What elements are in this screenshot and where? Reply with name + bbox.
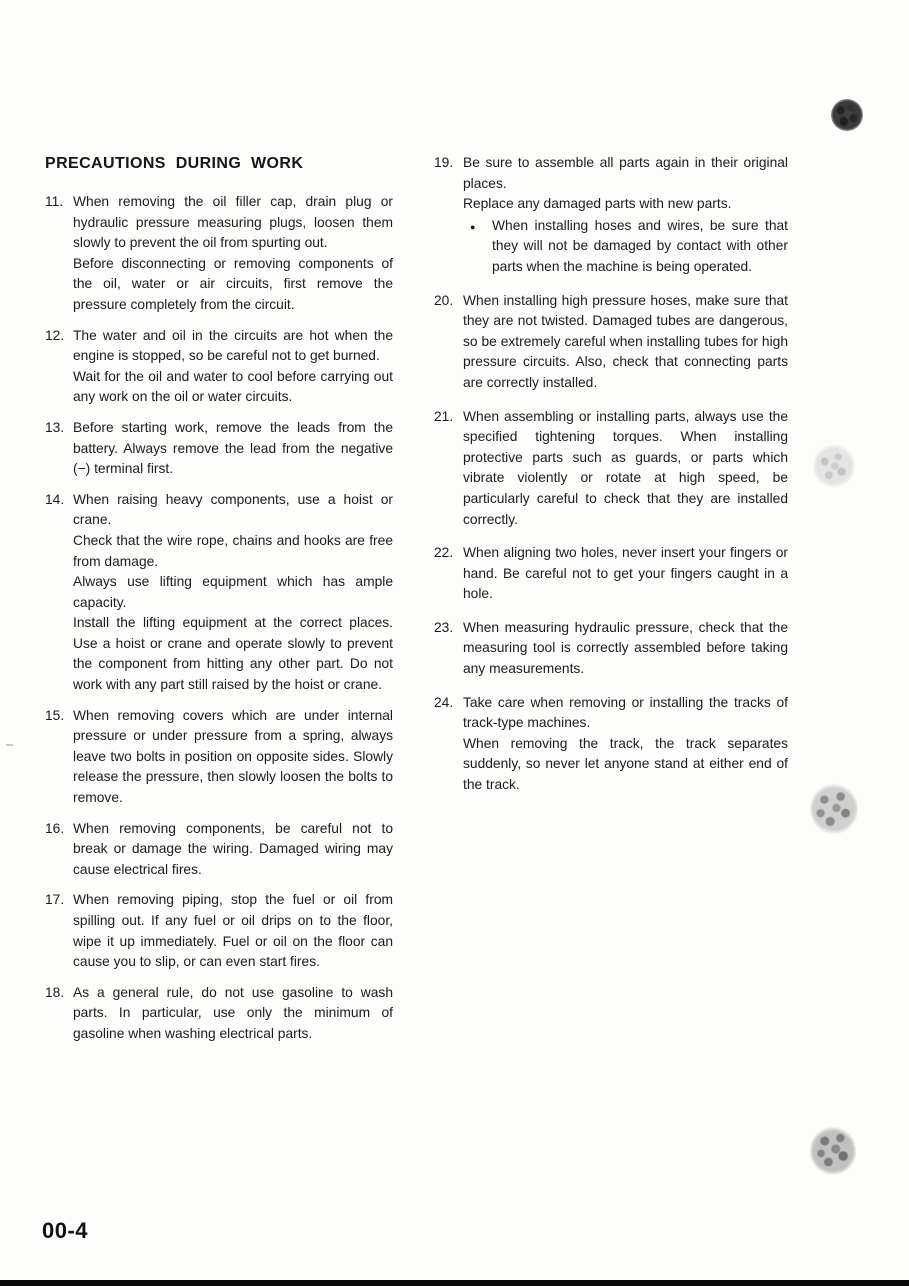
item-body — [463, 153, 788, 278]
list-item — [434, 407, 788, 531]
item-number: 23. — [434, 619, 454, 635]
right-column — [434, 153, 788, 809]
item-body — [463, 407, 788, 531]
item-paragraph: When removing covers which are under internal pressure or under pressure from a spring, always leave two bolts in position on opposite sides. Slowly release the pressure, then slowly loosen the bolts to remove. — [73, 707, 393, 806]
item-number: 24. — [434, 694, 454, 710]
item-paragraph: The water and oil in the circuits are hot when the engine is stopped, so be careful not to get burned. — [73, 327, 393, 364]
item-paragraph: Be sure to assemble all parts again in their original places. — [463, 155, 788, 191]
list-item — [45, 983, 393, 1045]
item-number: 15. — [45, 707, 65, 723]
item-paragraph: When assembling or installing parts, always use the specified tightening torques. When installing protective parts such as guards, or parts which vibrate violently or rotate at high speed, be particularly careful to check that they are installed correctly. — [463, 408, 788, 527]
item-paragraph: When raising heavy components, use a hoist or crane. — [73, 491, 393, 528]
list-item — [434, 153, 788, 278]
item-paragraph: Before disconnecting or removing components of the oil, water or air circuits, first remove the pressure completely from the circuit. — [73, 255, 393, 312]
item-body — [73, 192, 393, 316]
list-item — [434, 543, 788, 605]
item-paragraph: Take care when removing or installing the tracks of track-type machines. — [463, 694, 788, 731]
item-body — [463, 618, 788, 680]
item-body — [463, 291, 788, 394]
item-body — [73, 706, 393, 809]
item-body — [73, 418, 393, 480]
item-paragraph: When installing high pressure hoses, make sure that they are not twisted. Damaged tubes are dangerous, so be extremely careful when installing tubes for high pressure circuits. Also, check that connecting parts are correctly installed. — [463, 292, 788, 390]
item-paragraph: When removing the track, the track separates suddenly, so never let anyone stand at either end of the track. — [463, 735, 788, 793]
list-item — [45, 418, 393, 480]
item-number: 16. — [45, 820, 65, 836]
left-column — [45, 192, 393, 1055]
page-number: 00-4 — [42, 1218, 89, 1243]
scan-smudge-icon — [813, 443, 855, 489]
page-title: PRECAUTIONS DURING WORK — [45, 155, 304, 172]
scan-speck — [6, 744, 13, 746]
item-number: 19. — [434, 155, 454, 170]
list-item — [45, 706, 393, 809]
item-paragraph: Check that the wire rope, chains and hooks are free from damage. — [73, 532, 393, 569]
item-number: 11. — [45, 194, 64, 209]
scan-smudge-icon — [831, 99, 863, 131]
item-paragraph: Always use lifting equipment which has ample capacity. — [73, 574, 393, 610]
bullet-item — [463, 216, 788, 278]
item-body — [73, 983, 393, 1045]
list-item — [434, 618, 788, 680]
item-body — [463, 543, 788, 605]
list-item — [45, 192, 393, 316]
item-number: 12. — [45, 327, 65, 343]
item-number: 13. — [45, 419, 65, 435]
item-body — [73, 490, 393, 696]
item-paragraph: When removing piping, stop the fuel or oil from spilling out. If any fuel or oil drips on to the floor, wipe it up immediately. Fuel or oil on the floor can cause you to slip, or can even start fires. — [73, 892, 393, 970]
scan-edge-bar — [0, 1280, 909, 1286]
item-paragraph: When removing components, be careful not to break or damage the wiring. Damaged wiring may cause electrical fires. — [73, 820, 393, 877]
scan-smudge-icon — [810, 1126, 856, 1176]
item-paragraph: Replace any damaged parts with new parts. — [463, 196, 732, 212]
bullet-paragraph: When installing hoses and wires, be sure that they will not be damaged by contact with other parts when the machine is being operated. — [492, 217, 788, 274]
list-item — [434, 291, 788, 394]
item-body — [73, 890, 393, 972]
item-body — [73, 819, 393, 881]
item-body — [463, 693, 788, 796]
item-paragraph: When aligning two holes, never insert your fingers or hand. Be careful not to get your fingers caught in a hole. — [463, 545, 788, 602]
bullet-icon: ● — [470, 221, 476, 232]
list-item — [45, 890, 393, 972]
item-paragraph: Install the lifting equipment at the correct places. Use a hoist or crane and operate slowly to prevent the component from hitting any other part. Do not work with any part still raised by the hoist or crane. — [73, 615, 393, 693]
item-paragraph: When removing the oil filler cap, drain plug or hydraulic pressure measuring plugs, loosen them slowly to prevent the oil from spurting out. — [73, 194, 393, 251]
list-item — [434, 693, 788, 796]
item-paragraph: Before starting work, remove the leads from the battery. Always remove the lead from the negative (−) terminal first. — [73, 419, 393, 477]
list-item — [45, 490, 393, 696]
item-number: 17. — [45, 892, 65, 908]
item-paragraph: As a general rule, do not use gasoline to wash parts. In particular, use only the minimum of gasoline when washing electrical parts. — [73, 984, 393, 1041]
item-number: 14. — [45, 491, 65, 507]
item-paragraph: Wait for the oil and water to cool before carrying out any work on the oil or water circuits. — [73, 368, 393, 405]
item-number: 20. — [434, 292, 454, 308]
item-body — [73, 326, 393, 408]
item-paragraph: When measuring hydraulic pressure, check that the measuring tool is correctly assembled before taking any measurements. — [463, 619, 788, 677]
list-item — [45, 326, 393, 408]
scan-smudge-icon — [810, 783, 858, 835]
item-number: 22. — [434, 545, 454, 561]
list-item — [45, 819, 393, 881]
item-number: 21. — [434, 408, 454, 424]
item-number: 18. — [45, 984, 65, 1000]
